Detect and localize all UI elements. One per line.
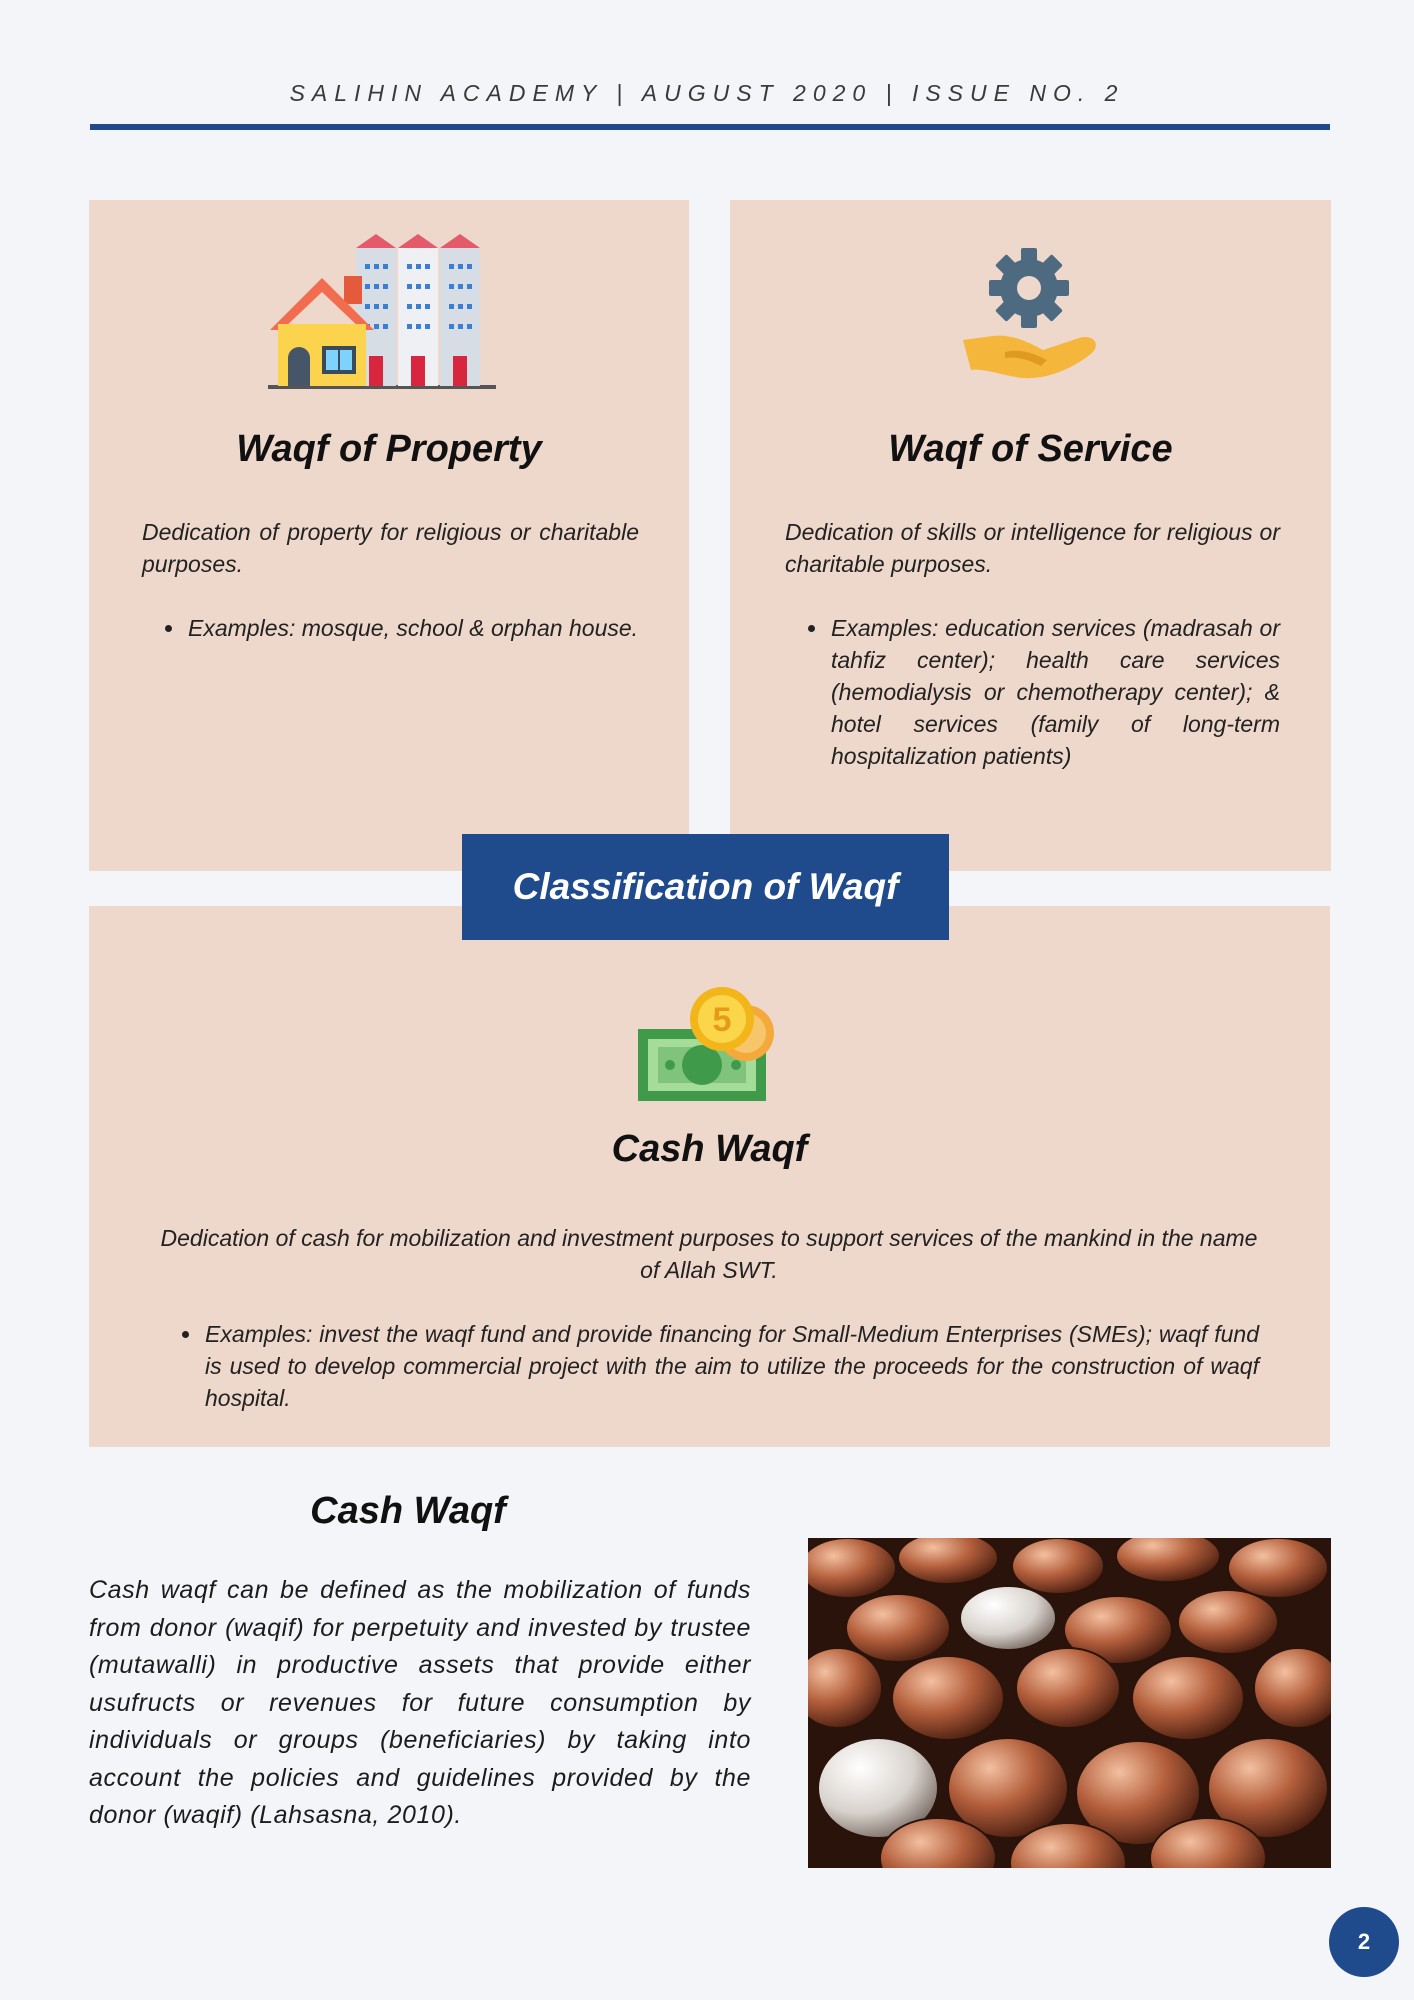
card-title: Waqf of Property <box>236 428 542 470</box>
coins-photo-graphic <box>808 1538 1331 1868</box>
cash-waqf-card <box>89 906 1330 1447</box>
list-item: • Examples: mosque, school & orphan house. <box>186 612 639 644</box>
gear-hand-icon <box>961 248 1103 394</box>
card-description: Dedication of property for religious or charitable purposes. <box>142 519 639 577</box>
list-item: • Examples: invest the waqf fund and provide financing for Small-Medium Enterprises (SMEs); waqf fund is used to develop commercial project with the aim to utilize the proceeds for the construction of waqf hospital. <box>203 1318 1259 1414</box>
buildings-icon <box>268 234 508 389</box>
newsletter-header: SALIHIN ACADEMY | AUGUST 2020 | ISSUE NO. 2 <box>289 80 1125 106</box>
header-rule <box>90 124 1330 130</box>
waqf-property-card <box>89 200 689 871</box>
list-item: • Examples: education services (madrasah or tahfiz center); health care services (hemodialysis or chemotherapy center); & hotel services (family of long-term hospitalization patients) <box>829 612 1280 772</box>
card-description: Dedication of skills or intelligence for religious or charitable purposes. <box>785 519 1280 577</box>
card-title: Cash Waqf <box>611 1128 808 1170</box>
coins-photo <box>808 1538 1331 1868</box>
cash-waqf-definition: Cash waqf can be defined as the mobilization of funds from donor (waqif) for perpetuity and invested by trustee (mutawalli) in productive assets that provide either usufructs or revenues for future consumption by individuals or groups (beneficiaries) by taking into account the policies and guidelines provided by the donor (waqif) (Lahsasna, 2010). <box>89 1576 751 1829</box>
examples-list <box>159 1318 1259 1414</box>
coin-number: 5 <box>712 1001 732 1039</box>
card-title: Waqf of Service <box>888 428 1173 470</box>
waqf-service-card <box>730 200 1331 871</box>
section-heading: Cash Waqf <box>310 1490 506 1532</box>
examples-list <box>142 612 639 644</box>
card-description: Dedication of cash for mobilization and investment purposes to support services of the mankind in the name of Allah SWT. <box>160 1225 1258 1283</box>
money-coin-icon <box>636 983 782 1105</box>
classification-banner: Classification of Waqf <box>462 834 949 940</box>
examples-list <box>785 612 1280 772</box>
page-number-badge: 2 <box>1329 1907 1399 1977</box>
